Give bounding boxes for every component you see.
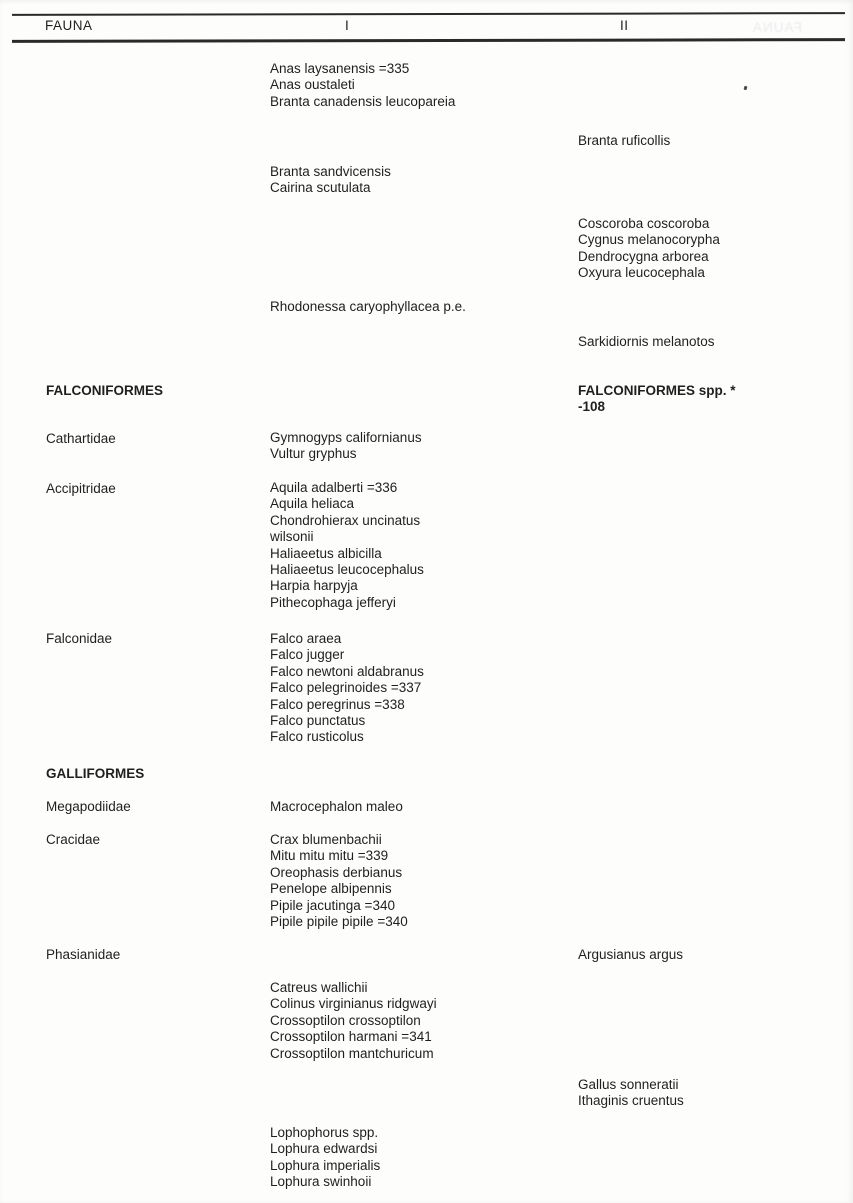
text-line: Falco punctatus <box>270 713 366 729</box>
text-line: Pithecophaga jefferyi <box>270 594 396 610</box>
species-block <box>270 430 422 463</box>
text-line: Crax blumenbachii <box>270 832 382 847</box>
species-block <box>270 164 391 197</box>
species-block <box>270 1125 380 1191</box>
header-bottom-rule <box>12 38 845 43</box>
text-line: Falco araea <box>270 631 342 646</box>
text-line: Coscoroba coscoroba <box>578 216 710 231</box>
text-line: Crossoptilon mantchuricum <box>270 1045 434 1061</box>
species-block <box>270 480 424 611</box>
text-line: wilsonii <box>270 529 314 545</box>
text-line: Falco newtoni aldabranus <box>270 663 424 679</box>
text-line: Chondrohierax uncinatus <box>270 512 421 528</box>
text-line: Accipitridae <box>46 481 116 496</box>
species-block <box>270 980 437 1062</box>
text-line: Lophophorus spp. <box>270 1125 379 1140</box>
species-block <box>578 334 715 350</box>
species-block <box>46 799 131 815</box>
text-line: Falconidae <box>46 631 113 646</box>
text-line: Oxyura leucocephala <box>578 265 705 281</box>
text-line: Gallus sonneratii <box>578 1077 679 1092</box>
text-line: Lophura edwardsi <box>270 1141 378 1157</box>
text-line: Falco jugger <box>270 647 345 663</box>
text-line: Penelope albipennis <box>270 881 392 897</box>
text-line: Catreus wallichii <box>270 980 368 995</box>
text-line: Branta sandvicensis <box>270 164 391 179</box>
text-line: Rhodonessa caryophyllacea p.e. <box>270 299 466 314</box>
species-block <box>270 61 455 110</box>
text-line: Harpia harpyja <box>270 578 358 594</box>
text-line: Phasianidae <box>46 947 121 962</box>
text-line: Aquila heliaca <box>270 496 355 512</box>
text-line: -108 <box>578 399 606 415</box>
taxon-heading-block <box>46 766 144 782</box>
text-line: Crossoptilon crossoptilon <box>270 1012 421 1028</box>
text-line: Argusianus argus <box>578 947 684 962</box>
species-block <box>46 431 116 447</box>
text-line: Mitu mitu mitu =339 <box>270 848 389 864</box>
text-line: Cygnus melanocorypha <box>578 232 720 248</box>
species-block <box>270 832 408 930</box>
text-line: Falco pelegrinoides =337 <box>270 680 422 696</box>
species-block <box>578 216 720 282</box>
text-line: Aquila adalberti =336 <box>270 480 398 495</box>
text-line: Anas oustaleti <box>270 77 355 93</box>
text-line: Lophura imperialis <box>270 1157 381 1173</box>
species-block <box>270 299 466 315</box>
species-block <box>578 1077 684 1110</box>
header-bleedthrough-text: FAUNA <box>752 20 803 35</box>
text-line: Vultur gryphus <box>270 446 357 462</box>
taxon-heading-block <box>578 383 736 416</box>
text-line: Pipile pipile pipile =340 <box>270 914 408 930</box>
header-fauna-label: FAUNA <box>45 18 93 33</box>
text-line: Branta canadensis leucopareia <box>270 93 456 109</box>
header-top-rule <box>12 12 845 16</box>
species-block <box>270 799 403 815</box>
species-block <box>270 631 424 746</box>
taxon-heading-block <box>46 383 163 399</box>
header-appendix-I-label: I <box>345 18 350 33</box>
text-line: Falco rusticolus <box>270 729 364 745</box>
text-line: Cathartidae <box>46 431 116 446</box>
text-line: FALCONIFORMES <box>46 383 163 398</box>
species-block <box>46 832 100 848</box>
text-line: Falco peregrinus =338 <box>270 696 405 712</box>
header-appendix-II-label: II <box>620 18 629 33</box>
text-line: Macrocephalon maleo <box>270 799 403 814</box>
text-line: Colinus virginianus ridgwayi <box>270 996 437 1012</box>
species-block <box>46 947 120 963</box>
scan-speck <box>744 86 748 91</box>
text-line: Crossoptilon harmani =341 <box>270 1029 432 1045</box>
species-block <box>46 481 116 497</box>
species-block <box>578 133 670 149</box>
text-line: GALLIFORMES <box>46 766 145 781</box>
text-line: Lophura swinhoii <box>270 1174 372 1190</box>
text-line: Cairina scutulata <box>270 180 371 196</box>
text-line: Cracidae <box>46 832 101 847</box>
text-line: FALCONIFORMES spp. * <box>578 383 736 398</box>
species-block <box>46 631 112 647</box>
text-line: Pipile jacutinga =340 <box>270 897 395 913</box>
text-line: Anas laysanensis =335 <box>270 61 410 76</box>
text-line: Gymnogyps californianus <box>270 430 422 445</box>
text-line: Branta ruficollis <box>578 133 671 148</box>
text-line: Megapodiidae <box>46 799 131 814</box>
text-line: Haliaeetus albicilla <box>270 545 382 561</box>
text-line: Ithaginis cruentus <box>578 1093 684 1109</box>
species-block <box>578 947 683 963</box>
text-line: Haliaeetus leucocephalus <box>270 562 424 578</box>
text-line: Sarkidiornis melanotos <box>578 334 715 349</box>
text-line: Oreophasis derbianus <box>270 864 403 880</box>
text-line: Dendrocygna arborea <box>578 248 709 264</box>
